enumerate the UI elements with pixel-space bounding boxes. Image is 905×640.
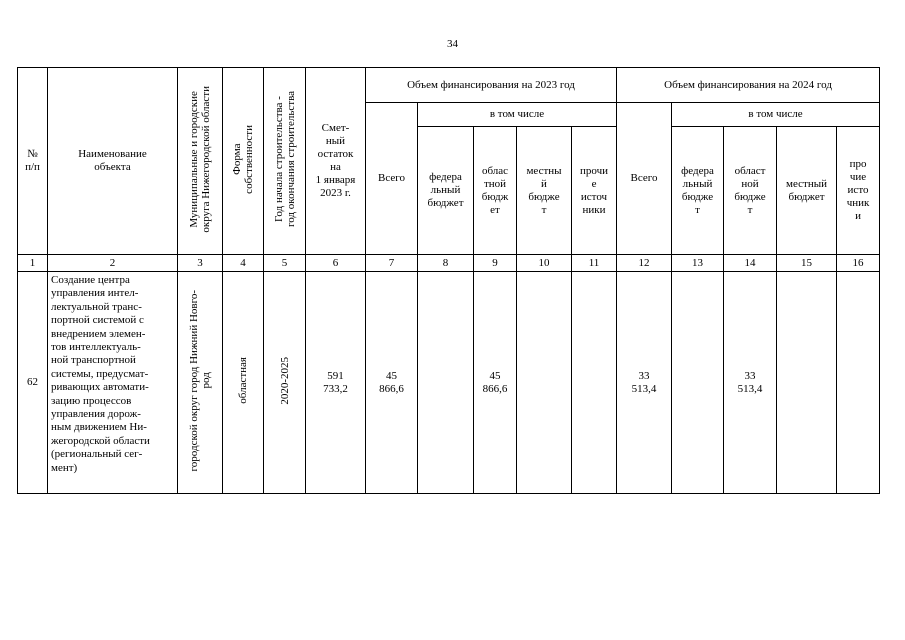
column-number: 13 bbox=[672, 255, 724, 272]
row-local-2024 bbox=[777, 272, 837, 494]
header-municipality: Муниципальные и городские округа Нижегородской области bbox=[178, 68, 223, 255]
header-remainder: Смет- ный остаток на 1 января 2023 г. bbox=[306, 68, 366, 255]
column-number: 12 bbox=[617, 255, 672, 272]
row-ownership: областная bbox=[223, 272, 264, 494]
column-number: 9 bbox=[474, 255, 517, 272]
row-other-2023 bbox=[572, 272, 617, 494]
financing-table bbox=[17, 67, 880, 494]
header-incl-2024: в том числе bbox=[672, 103, 880, 127]
row-num: 62 bbox=[18, 272, 48, 494]
header-num: № п/п bbox=[18, 68, 48, 255]
row-total-2024: 33 513,4 bbox=[617, 272, 672, 494]
column-number: 7 bbox=[366, 255, 418, 272]
header-ownership: Форма собственности bbox=[223, 68, 264, 255]
row-local-2023 bbox=[517, 272, 572, 494]
header-regional-2024: област ной бюдже т bbox=[724, 127, 777, 255]
table-row bbox=[18, 272, 880, 494]
column-number: 16 bbox=[837, 255, 880, 272]
column-number: 11 bbox=[572, 255, 617, 272]
column-number: 1 bbox=[18, 255, 48, 272]
header-other-2024: про чие исто чник и bbox=[837, 127, 880, 255]
header-local-2023: местны й бюдже т bbox=[517, 127, 572, 255]
header-years: Год начала строительства - год окончания строительства bbox=[264, 68, 306, 255]
column-numbers-row bbox=[18, 255, 880, 272]
column-number: 14 bbox=[724, 255, 777, 272]
row-federal-2023 bbox=[418, 272, 474, 494]
header-fin-2023: Объем финансирования на 2023 год bbox=[366, 68, 617, 103]
column-number: 6 bbox=[306, 255, 366, 272]
page-number: 34 bbox=[447, 38, 458, 50]
column-number: 4 bbox=[223, 255, 264, 272]
column-number: 2 bbox=[48, 255, 178, 272]
header-incl-2023: в том числе bbox=[418, 103, 617, 127]
column-number: 3 bbox=[178, 255, 223, 272]
column-number: 8 bbox=[418, 255, 474, 272]
column-number: 15 bbox=[777, 255, 837, 272]
header-regional-2023: облас тной бюдж ет bbox=[474, 127, 517, 255]
row-total-2023: 45 866,6 bbox=[366, 272, 418, 494]
header-total-2023: Всего bbox=[366, 103, 418, 255]
row-years: 2020-2025 bbox=[264, 272, 306, 494]
row-regional-2023: 45 866,6 bbox=[474, 272, 517, 494]
header-other-2023: прочи е источ ники bbox=[572, 127, 617, 255]
row-other-2024 bbox=[837, 272, 880, 494]
column-number: 5 bbox=[264, 255, 306, 272]
row-federal-2024 bbox=[672, 272, 724, 494]
column-number: 10 bbox=[517, 255, 572, 272]
row-municipality: городской округ город Нижний Новго- род bbox=[178, 272, 223, 494]
object-name: Создание центра управления интел- лектуальной транс- портной системой с внедрением элемен- тов интеллектуаль- ной транспортной системы, предусмат- ривающих автомати- зацию процессов управления дорож- ным движением Ни- жегородской области (региональный сег- мент) bbox=[48, 272, 178, 494]
header-local-2024: местный бюджет bbox=[777, 127, 837, 255]
header-federal-2023: федера льный бюджет bbox=[418, 127, 474, 255]
row-remainder: 591 733,2 bbox=[306, 272, 366, 494]
row-regional-2024: 33 513,4 bbox=[724, 272, 777, 494]
header-federal-2024: федера льный бюдже т bbox=[672, 127, 724, 255]
header-fin-2024: Объем финансирования на 2024 год bbox=[617, 68, 880, 103]
header-total-2024: Всего bbox=[617, 103, 672, 255]
header-name: Наименование объекта bbox=[48, 68, 178, 255]
